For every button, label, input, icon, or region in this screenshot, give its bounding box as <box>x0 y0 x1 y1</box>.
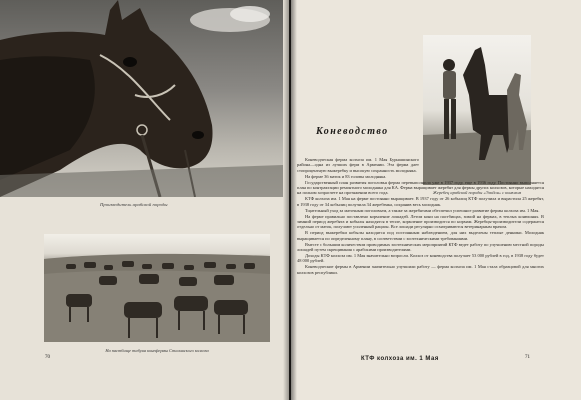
paragraph: На ферме 36 маток и 83 головы молодняка. <box>305 173 387 179</box>
herd-pasture-photo <box>44 234 270 342</box>
herd-image <box>44 234 270 342</box>
paragraph: КТФ колхоза им. 1 Мая на ферме постоянно выращивает. В 1937 году от 26 кобылиц КТФ получила и вырастила 25 жеребят, в 1938 году от 34 кобылиц получила 34 жеребенка, сохранив весь молодняк. <box>297 196 544 207</box>
page-number-left: 70 <box>45 355 50 360</box>
paragraph: Доходы КТФ колхоза им. 1 Мая значительно возросли. Колхоз от коневодства получает 53 000 рублей в год, в 1938 году будет 48 000 рублей. <box>297 252 544 264</box>
herd-pasture-caption: На пастбище табуна конефермы Сталинского колхоза <box>105 348 209 353</box>
footer-running-title: КТФ колхоза им. 1 Мая <box>361 356 439 362</box>
book-gutter <box>283 0 297 400</box>
section-title: Коневодство <box>316 126 389 137</box>
paragraph: Тщательный уход за маточным поголовьем, а также за жеребятами обеспечил успешное развитие фермы колхоза им. 1 Мая. <box>305 207 540 213</box>
horse-portrait-caption: Производитель арабской породы <box>100 202 168 207</box>
article-body <box>297 157 544 276</box>
page-number-right: 71 <box>525 355 530 360</box>
paragraph: Коневодческие фермы в Армении значительно улучшили работу — ферма колхоза им. 1 Мая стала образцовой для многих колхозов республики. <box>297 264 544 275</box>
paragraph: Коневодческая ферма колхоза им. 1 Мая Бурнашинского района—одна из лучших ферм в Армении. Эта ферма дает стопроцентную выжеребку и высокую сохранность молодняка. <box>297 157 419 173</box>
stallion-caption: Жеребец арабской породы «Эльбон» с конюхом <box>432 190 522 195</box>
horse-head-image <box>0 0 283 197</box>
paragraph: Государственный план развития поголовья ферма перевыполнила уже в 1937 году, еще в 1936 году. Постоянно выполняется план по контрактации ремонтного молодняка для КА. Ферма выращивает жеребят для фермы других колхозов, которые находятся на полном хозрасчете на протяжении всего года. <box>297 179 544 196</box>
paragraph: Вместе с большим количеством проводимых зоотехнических мероприятий КТФ ведет работу по улучшению местной породы лошадей путем скрещивания с арабскими производителями. <box>297 241 544 252</box>
horse-portrait-photo <box>0 0 283 197</box>
paragraph: В период выжеребки кобылы находятся под постоянным наблюдением, для них выделены теплые денники. Молодняк выращивается по определенному плану, в соответствии с зоотехническими требованиями. <box>297 230 544 241</box>
paragraph: На ферме правильно поставлено кормление лошадей. Летом кони на пастбищах, зимой на фермах, в теплых конюшнях. В зимний период жеребята и кобылы находятся в тепле, кормление производится по нормам. Жеребцы-производители содержатся отдельно от маток, получают усиленный рацион. Все лошади регулярно осматриваются ветеринарным врачом. <box>297 213 544 230</box>
